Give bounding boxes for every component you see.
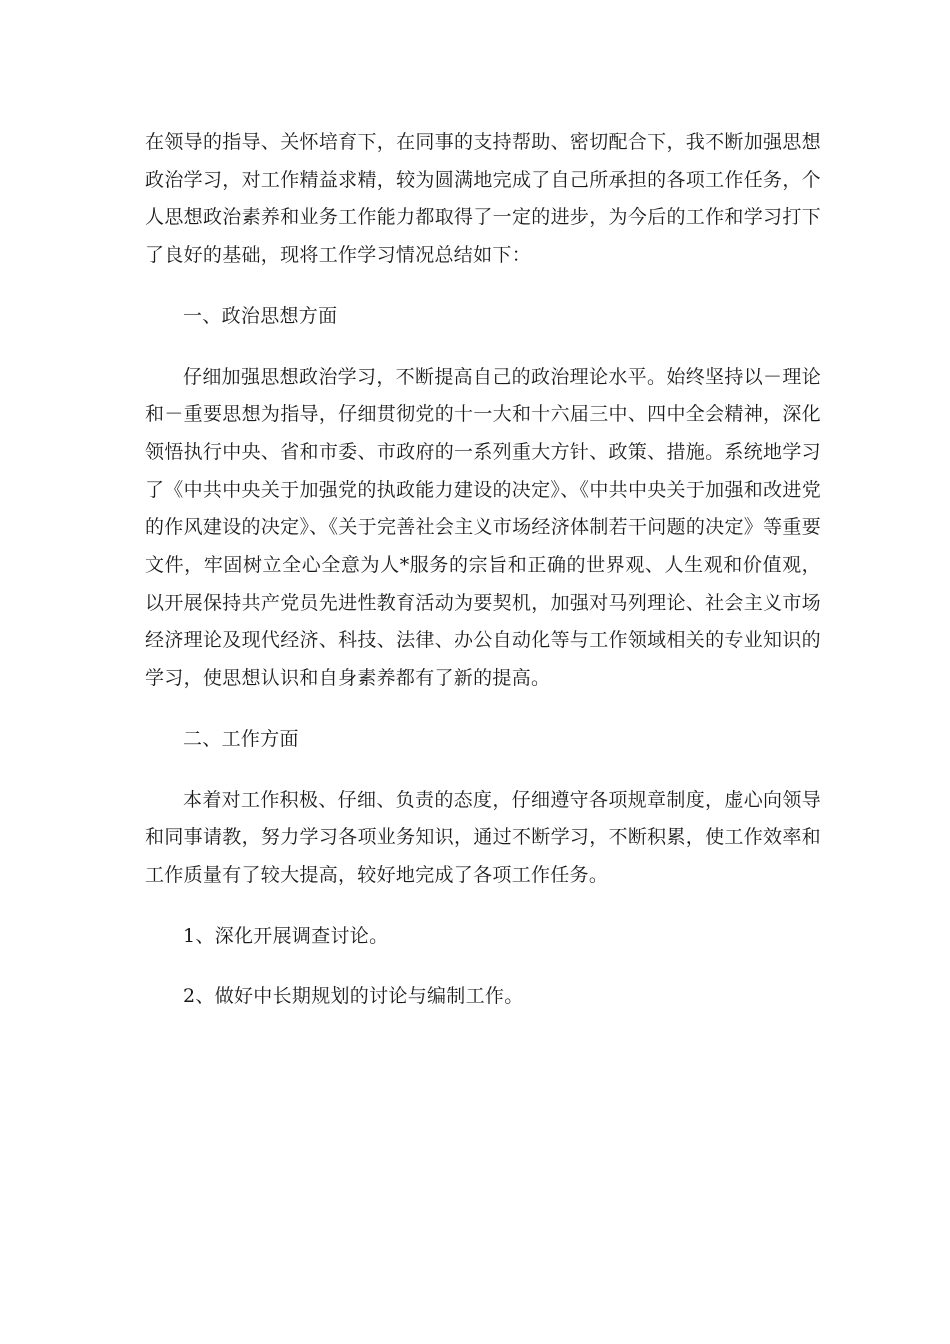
section-heading-work: 二、工作方面 — [183, 727, 299, 750]
political-paragraph: 仔细加强思想政治学习，不断提高自己的政治理论水平。始终坚持以－理论和－重要思想为指导，仔细贯彻党的十一大和十六届三中、四中全会精神，深化领悟执行中央、省和市委、市政府的一系列重大方针、政策、措施。系统地学习了《中共中央关于加强党的执政能力建设的决定》、《中共中央关于加强和改进党的作风建设的决定》、《关于完善社会主义市场经济体制若干问题的决定》等重要文件，牢固树立全心全意为人*服务的宗旨和正确的世界观、人生观和价值观，以开展保持共产党员先进性教育活动为要契机，加强对马列理论、社会主义市场经济理论及现代经济、科技、法律、办公自动化等与工作领域相关的专业知识的学习，使思想认识和自身素养都有了新的提高。 — [145, 365, 821, 690]
section-heading-political: 一、政治思想方面 — [183, 304, 338, 327]
intro-paragraph: 在领导的指导、关怀培育下，在同事的支持帮助、密切配合下，我不断加强思想政治学习，对工作精益求精，较为圆满地完成了自己所承担的各项工作任务，个人思想政治素养和业务工作能力都取得了一定的进步，为今后的工作和学习打下了良好的基础，现将工作学习情况总结如下： — [145, 131, 821, 267]
work-paragraph: 本着对工作积极、仔细、负责的态度，仔细遵守各项规章制度，虚心向领导和同事请教，努力学习各项业务知识，通过不断学习，不断积累，使工作效率和工作质量有了较大提高，较好地完成了各项工作任务。 — [145, 788, 821, 886]
list-item-planning: 2、做好中长期规划的讨论与编制工作。 — [183, 985, 524, 1008]
list-item-research: 1、深化开展调查讨论。 — [183, 924, 389, 947]
document-body — [145, 124, 821, 1039]
